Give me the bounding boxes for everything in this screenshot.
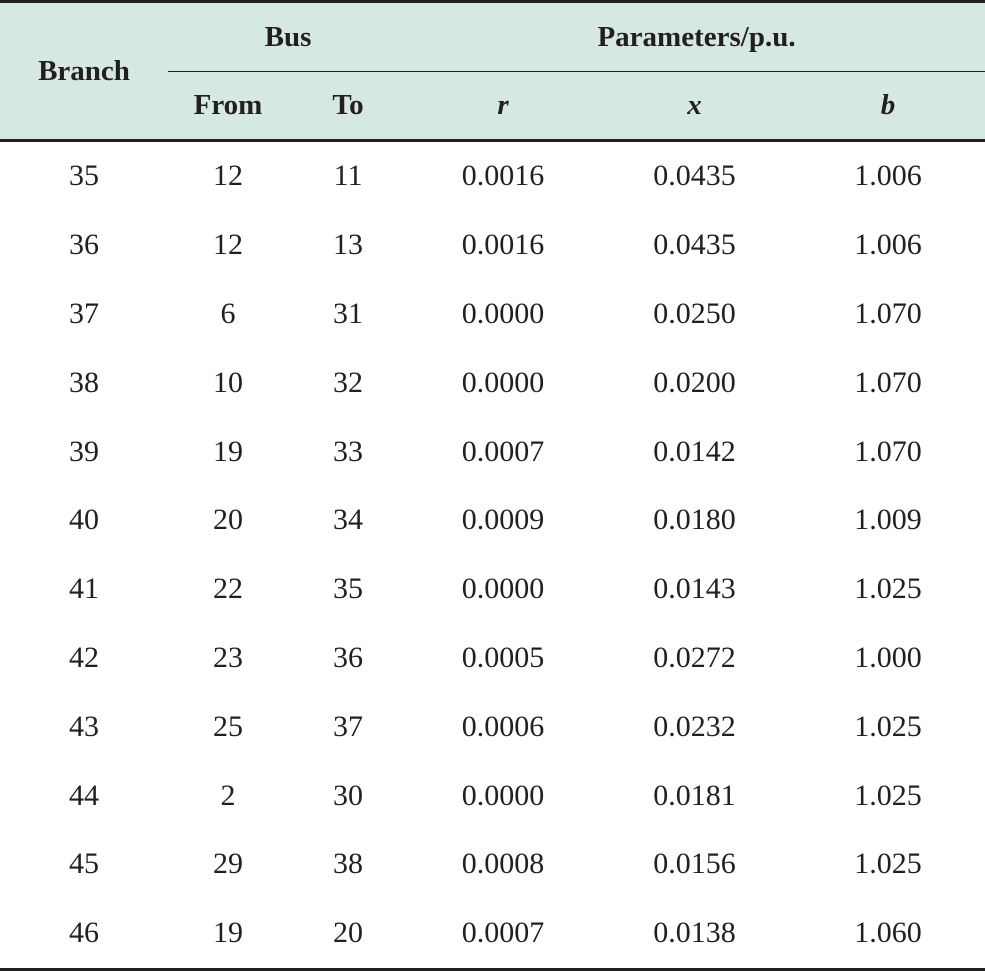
- cell-from: 10: [213, 365, 243, 399]
- table-row: [0, 348, 985, 417]
- cell-branch: 36: [69, 228, 99, 262]
- cell-r: 0.0007: [461, 434, 545, 468]
- header-branch: Branch: [0, 2, 168, 141]
- cell-to: 30: [333, 778, 363, 812]
- cell-from: 12: [213, 159, 243, 193]
- header-bus-group: [168, 2, 408, 73]
- cell-x: 0.0138: [598, 899, 791, 969]
- table-row: [0, 830, 985, 899]
- cell-x: 0.0435: [653, 159, 736, 193]
- cell-to: 36: [333, 640, 363, 674]
- cell-x: 0.0435: [653, 228, 736, 262]
- header-bus-label: Bus: [264, 21, 312, 53]
- cell-r: 0.0005: [461, 640, 545, 674]
- cell-b: 1.070: [854, 434, 922, 468]
- table-row: [0, 280, 985, 349]
- table-body: [0, 141, 985, 970]
- cell-r: 0.0016: [461, 228, 545, 262]
- table-row: [0, 141, 985, 211]
- cell-to: 34: [333, 503, 363, 537]
- cell-from: 23: [213, 640, 243, 674]
- table-row: [0, 624, 985, 693]
- cell-b: 1.025: [854, 709, 922, 743]
- header-row-top: [0, 2, 985, 73]
- table-row: [0, 899, 985, 969]
- header-r: r: [408, 72, 598, 141]
- header-to: To: [288, 72, 408, 141]
- cell-r: 0.0000: [461, 296, 545, 330]
- cell-r: 0.0000: [461, 365, 545, 399]
- cell-from: 25: [213, 709, 243, 743]
- cell-x: 0.0272: [653, 640, 736, 674]
- cell-to: 35: [333, 572, 363, 606]
- cell-x: 0.0180: [653, 503, 736, 537]
- cell-x: 0.0250: [653, 296, 736, 330]
- header-parameters-label: Parameters/p.u.: [597, 21, 796, 53]
- header-parameters-divider: [408, 71, 985, 73]
- cell-to: 20: [288, 899, 408, 969]
- cell-branch: 35: [69, 159, 99, 193]
- cell-x: 0.0156: [653, 847, 736, 881]
- cell-branch: 41: [69, 572, 99, 606]
- cell-r: 0.0000: [461, 778, 545, 812]
- header-parameters-group: [408, 2, 985, 73]
- table-row: [0, 761, 985, 830]
- cell-to: 11: [333, 159, 363, 193]
- cell-x: 0.0142: [653, 434, 736, 468]
- cell-to: 33: [333, 434, 363, 468]
- cell-r: 0.0008: [461, 847, 545, 881]
- table-header: [0, 2, 985, 141]
- cell-r: 0.0006: [461, 709, 545, 743]
- cell-b: 1.025: [854, 572, 922, 606]
- cell-r: 0.0009: [461, 503, 545, 537]
- cell-to: 37: [333, 709, 363, 743]
- header-b: b: [791, 72, 985, 141]
- cell-from: 12: [213, 228, 243, 262]
- table-row: [0, 555, 985, 624]
- cell-b: 1.000: [854, 640, 922, 674]
- table-row: [0, 211, 985, 280]
- cell-r: 0.0000: [461, 572, 545, 606]
- cell-b: 1.006: [854, 228, 922, 262]
- header-bus-divider: [168, 71, 408, 73]
- cell-branch: 38: [69, 365, 99, 399]
- table-row: [0, 417, 985, 486]
- cell-x: 0.0200: [653, 365, 736, 399]
- cell-branch: 37: [69, 296, 99, 330]
- cell-b: 1.060: [791, 899, 985, 969]
- cell-branch: 39: [69, 434, 99, 468]
- cell-from: 22: [213, 572, 243, 606]
- cell-from: 19: [213, 434, 243, 468]
- cell-x: 0.0232: [653, 709, 736, 743]
- cell-from: 19: [168, 899, 288, 969]
- cell-b: 1.025: [854, 778, 922, 812]
- cell-to: 31: [333, 296, 363, 330]
- cell-to: 38: [333, 847, 363, 881]
- cell-x: 0.0143: [653, 572, 736, 606]
- cell-branch: 45: [69, 847, 99, 881]
- cell-from: 2: [220, 778, 236, 812]
- cell-b: 1.009: [854, 503, 922, 537]
- cell-branch: 42: [69, 640, 99, 674]
- cell-b: 1.070: [854, 365, 922, 399]
- cell-b: 1.006: [854, 159, 922, 193]
- cell-b: 1.070: [854, 296, 922, 330]
- cell-b: 1.025: [854, 847, 922, 881]
- table-row: [0, 692, 985, 761]
- cell-x: 0.0181: [653, 778, 736, 812]
- cell-r: 0.0007: [408, 899, 598, 969]
- cell-to: 32: [333, 365, 363, 399]
- cell-branch: 44: [69, 778, 99, 812]
- table-row: [0, 486, 985, 555]
- cell-branch: 46: [0, 899, 168, 969]
- header-x: x: [598, 72, 791, 141]
- cell-r: 0.0016: [461, 159, 545, 193]
- header-from: From: [168, 72, 288, 141]
- cell-from: 6: [220, 296, 236, 330]
- cell-from: 20: [213, 503, 243, 537]
- cell-branch: 40: [69, 503, 99, 537]
- cell-from: 29: [213, 847, 243, 881]
- cell-branch: 43: [69, 709, 99, 743]
- cell-to: 13: [333, 228, 363, 262]
